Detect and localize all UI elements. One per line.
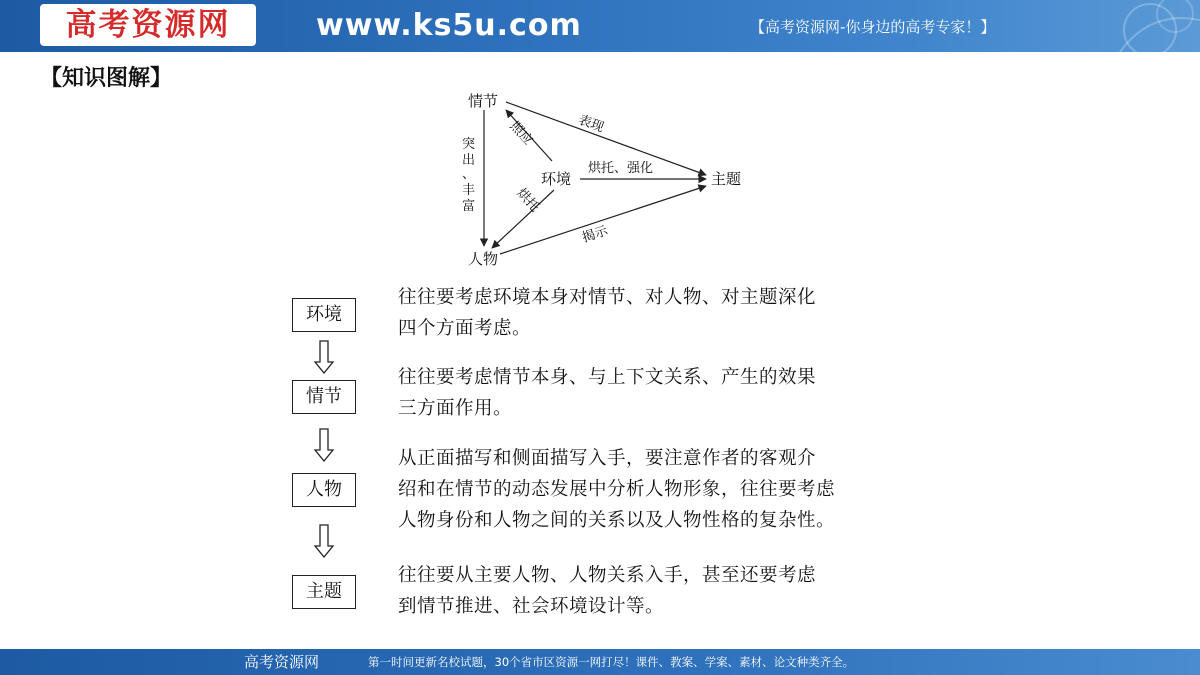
flow-box-environment: 环境 <box>292 298 356 332</box>
desc-line: 往往要从主要人物、人物关系入手，甚至还要考虑 <box>398 565 817 586</box>
label-plot-character-4: 丰 <box>462 183 476 198</box>
down-arrow-icon <box>312 524 336 558</box>
node-character: 人物 <box>468 250 499 268</box>
footer-bar <box>0 649 1200 675</box>
desc-line: 三方面作用。 <box>398 398 513 419</box>
site-logo[interactable]: 高考资源网 <box>40 4 256 46</box>
label-plot-character-2: 出 <box>462 153 476 168</box>
desc-line: 到情节推进、社会环境设计等。 <box>398 596 665 617</box>
site-slogan: 【高考资源网-你身边的高考专家！】 <box>750 18 996 36</box>
relationship-diagram <box>430 82 810 272</box>
label-plot-character-3: 、 <box>462 167 476 182</box>
site-url[interactable]: www.ks5u.com <box>316 8 582 43</box>
flow-box-character: 人物 <box>292 473 356 507</box>
desc-plot <box>398 362 918 424</box>
footer-text: 第一时间更新名校试题，30个省市区资源一网打尽！课件、教案、学案、素材、论文种类齐全。 <box>368 655 855 669</box>
node-theme: 主题 <box>711 170 742 188</box>
desc-theme <box>398 560 918 622</box>
node-environment: 环境 <box>541 170 572 188</box>
section-title: 【知识图解】 <box>40 66 173 91</box>
label-env-theme: 烘托、强化 <box>588 161 654 176</box>
desc-environment <box>398 282 918 344</box>
desc-line: 往往要考虑环境本身对情节、对人物、对主题深化 <box>398 287 817 308</box>
desc-line: 往往要考虑情节本身、与上下文关系、产生的效果 <box>398 367 817 388</box>
label-plot-character-5: 富 <box>462 199 476 214</box>
label-plot-character-1: 突 <box>462 137 476 152</box>
footer-logo[interactable]: 高考资源网 <box>244 653 320 671</box>
desc-line: 四个方面考虑。 <box>398 318 532 339</box>
label-env-plot: 照应 <box>506 118 536 149</box>
flow-box-plot: 情节 <box>292 380 356 414</box>
node-plot: 情节 <box>468 92 499 110</box>
down-arrow-icon <box>312 428 336 462</box>
label-env-character: 烘托 <box>513 185 543 216</box>
desc-character <box>398 443 918 536</box>
banner-decoration <box>1080 0 1200 52</box>
label-plot-theme: 表现 <box>576 112 606 136</box>
down-arrow-icon <box>312 340 336 374</box>
flow-box-theme: 主题 <box>292 575 356 609</box>
header-banner <box>0 0 1200 52</box>
desc-line: 从正面描写和侧面描写入手，要注意作者的客观介 <box>398 448 817 469</box>
desc-line: 人物身份和人物之间的关系以及人物性格的复杂性。 <box>398 510 836 531</box>
label-character-theme: 揭示 <box>580 223 610 246</box>
desc-line: 绍和在情节的动态发展中分析人物形象，往往要考虑 <box>398 479 836 500</box>
